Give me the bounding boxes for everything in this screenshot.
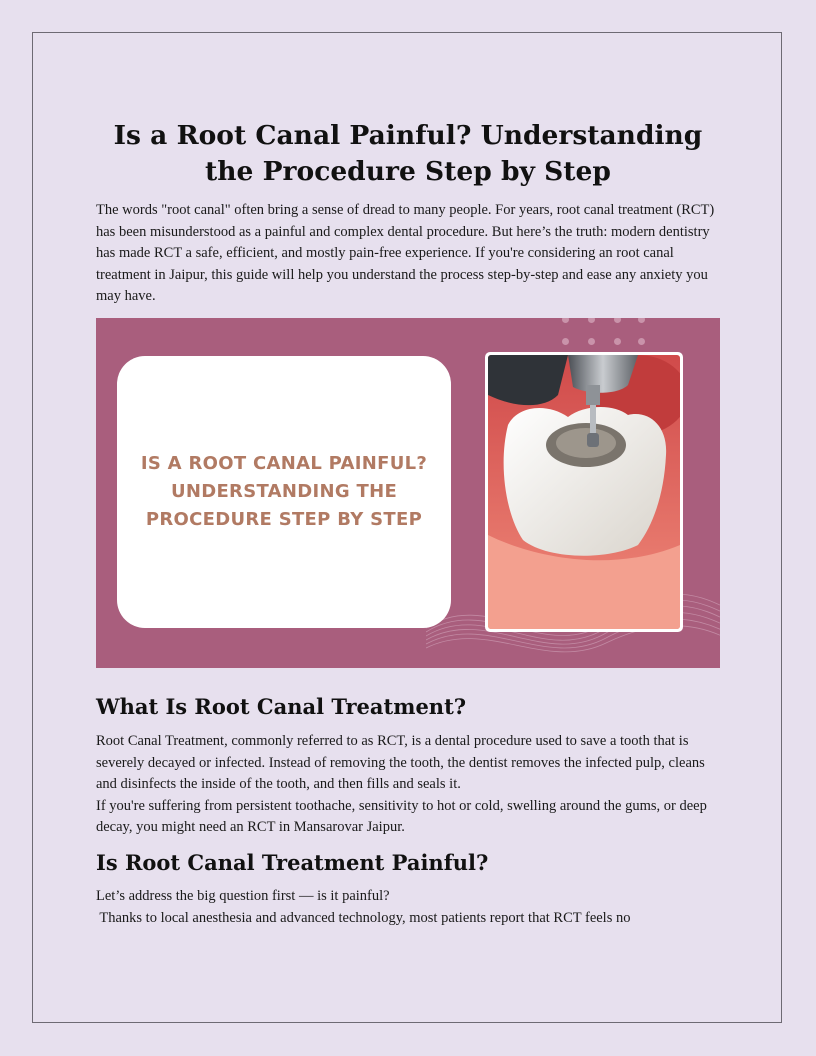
what-paragraph-2: If you're suffering from persistent toothache, sensitivity to hot or cold, swelling around the gums, or deep decay, you might need an RCT in Mansarovar Jaipur. bbox=[96, 797, 707, 836]
banner-line-1: IS A ROOT CANAL PAINFUL? bbox=[140, 453, 428, 474]
pain-paragraph-2: Thanks to local anesthesia and advanced technology, most patients report that RCT feels no bbox=[96, 909, 631, 926]
banner-image bbox=[96, 318, 720, 668]
tooth-photo bbox=[485, 352, 683, 632]
page-title: Is a Root Canal Painful? Understanding the Procedure Step by Step bbox=[113, 120, 703, 187]
banner-line-3: PROCEDURE STEP BY STEP bbox=[145, 509, 423, 530]
section-heading-pain: Is Root Canal Treatment Painful? bbox=[96, 850, 489, 875]
section-body-pain bbox=[96, 886, 720, 929]
banner-line-2: UNDERSTANDING THE bbox=[170, 481, 398, 502]
what-paragraph-1: Root Canal Treatment, commonly referred to as RCT, is a dental procedure used to save a tooth that is severely decayed or infected. Instead of removing the tooth, the dentist removes the infected pulp, cleans and disinfects the inside of the tooth, and then fills and seals it. bbox=[96, 733, 705, 793]
section-heading-what: What Is Root Canal Treatment? bbox=[96, 694, 467, 719]
intro-paragraph: The words "root canal" often bring a sense of dread to many people. For years, root canal treatment (RCT) has been misunderstood as a painful and complex dental procedure. But here’s the truth: modern dentistry has made RCT a safe, efficient, and mostly pain-free experience. If you're considering an root canal treatment in Jaipur, this guide will help you understand the process step-by-step and ease any anxiety you may have. bbox=[96, 202, 715, 305]
section-body-what bbox=[96, 731, 720, 839]
pain-paragraph-1: Let’s address the big question first — is it painful? bbox=[96, 888, 390, 904]
banner-title-card bbox=[117, 356, 451, 628]
tooth-drill-illustration bbox=[488, 355, 680, 629]
